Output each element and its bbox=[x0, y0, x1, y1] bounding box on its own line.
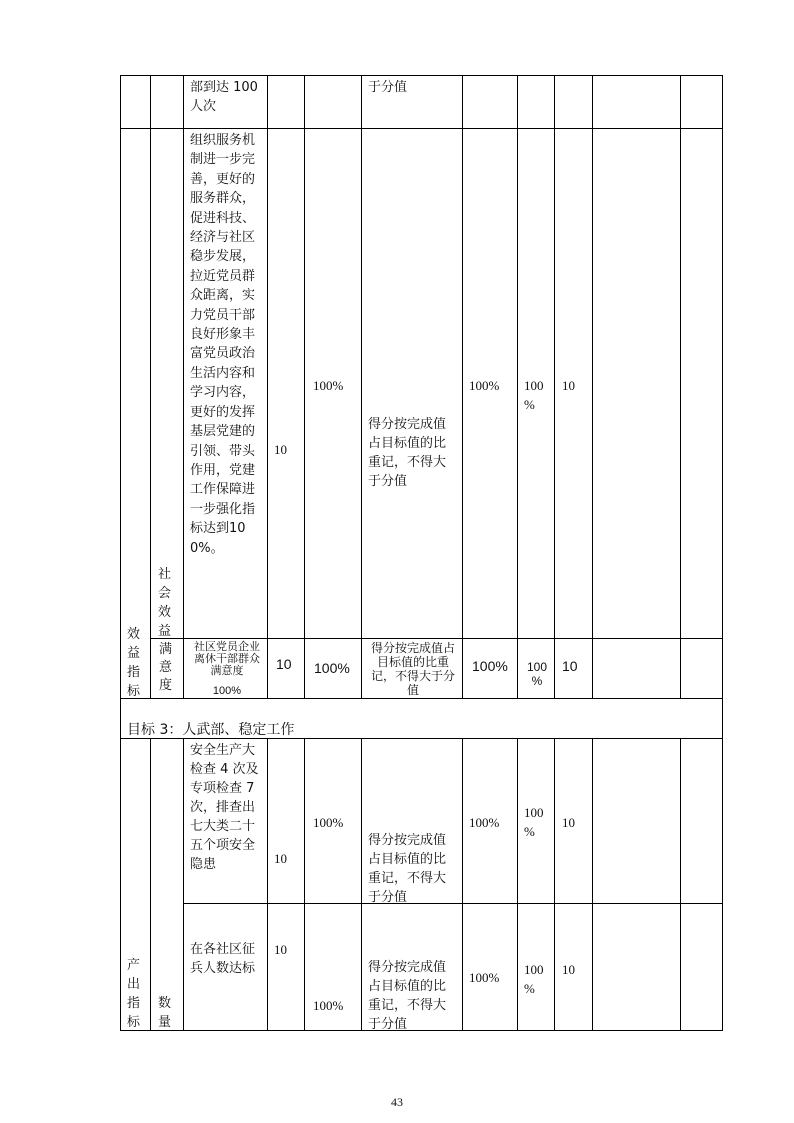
target-value-cell: 100% bbox=[314, 660, 350, 676]
col-divider bbox=[462, 738, 463, 1030]
col-divider bbox=[150, 738, 151, 1030]
col-divider bbox=[183, 75, 184, 698]
weight-cell: 10 bbox=[274, 942, 287, 957]
col-divider bbox=[592, 75, 593, 698]
col-divider bbox=[150, 75, 151, 698]
table-border-top bbox=[120, 75, 723, 76]
col-divider bbox=[183, 738, 184, 1030]
completion-rate-cell: 100 % bbox=[524, 962, 544, 996]
completion-rate-cell: 100 % bbox=[526, 660, 548, 688]
section-title: 目标 3：人武部、稳定工作 bbox=[127, 722, 295, 738]
indicator-percent: 100% bbox=[212, 685, 242, 697]
col-divider bbox=[267, 75, 268, 698]
page-number: 43 bbox=[391, 1095, 403, 1109]
col-divider bbox=[304, 738, 305, 1030]
weight-cell: 10 bbox=[274, 442, 287, 457]
completion-rate-cell: 100 % bbox=[524, 378, 544, 412]
level2-indicator-cell: 满意度 bbox=[159, 642, 173, 693]
level2-indicator-cell: 数量 bbox=[158, 996, 172, 1030]
level2-indicator-cell: 社会效益 bbox=[158, 567, 172, 639]
scoring-rule-cell: 于分值 bbox=[368, 80, 408, 95]
scoring-rule-cell: 得分按完成值占目标值的比重记，不得大于分值 bbox=[368, 833, 447, 905]
completion-rate-cell: 100 % bbox=[524, 805, 544, 839]
score-cell: 10 bbox=[562, 815, 575, 830]
level1-indicator-cell: 产出指标 bbox=[127, 958, 141, 1030]
scoring-rule-cell: 得分按完成值占目标值的比重记，不得大于分值 bbox=[368, 417, 447, 489]
col-divider bbox=[592, 738, 593, 1030]
col-divider bbox=[361, 738, 362, 1030]
col-divider bbox=[304, 75, 305, 698]
col-divider bbox=[554, 75, 555, 698]
col-divider bbox=[267, 738, 268, 1030]
score-cell: 10 bbox=[562, 658, 578, 674]
target-value-cell: 100% bbox=[313, 378, 344, 393]
row-divider bbox=[120, 698, 723, 699]
indicator-cell: 在各社区征兵人数达标 bbox=[190, 942, 256, 976]
col-divider bbox=[361, 75, 362, 698]
col-divider bbox=[554, 738, 555, 1030]
row-divider bbox=[120, 128, 723, 129]
col-divider bbox=[517, 738, 518, 1030]
col-divider bbox=[680, 738, 681, 1030]
actual-value-cell: 100% bbox=[469, 378, 500, 393]
actual-value-cell: 100% bbox=[469, 815, 500, 830]
indicator-cell: 部到达 100 人次 bbox=[190, 80, 258, 114]
level1-indicator-cell: 效益指标 bbox=[127, 627, 141, 699]
score-cell: 10 bbox=[562, 378, 575, 393]
weight-cell: 10 bbox=[276, 656, 292, 672]
indicator-cell: 社区党员企业离休干部群众满意度 bbox=[194, 640, 260, 677]
table-border-right bbox=[722, 75, 723, 1030]
indicator-cell: 安全生产大检查 4 次及专项检查 7 次，排查出七大类二十五个项安全隐患 bbox=[190, 743, 259, 872]
table-border-left bbox=[120, 75, 121, 1030]
actual-value-cell: 100% bbox=[472, 658, 508, 674]
row-divider bbox=[150, 638, 723, 639]
actual-value-cell: 100% bbox=[469, 970, 500, 985]
scoring-rule-cell: 得分按完成值占目标值的比重记，不得大于分值 bbox=[368, 960, 447, 1032]
target-value-cell: 100% bbox=[313, 815, 344, 830]
indicator-cell: 组织服务机制进一步完善，更好的服务群众，促进科技、经济与社区稳步发展，拉近党员群众距离，实力党员干部良好形象丰富党员政治生活内容和学习内容，更好的发挥基层党建的引领、带头作用，党建工作保障进一步强化指标达到100%。 bbox=[190, 133, 256, 556]
target-value-cell: 100% bbox=[313, 998, 344, 1013]
col-divider bbox=[517, 75, 518, 698]
col-divider bbox=[462, 75, 463, 698]
score-cell: 10 bbox=[562, 962, 575, 977]
col-divider bbox=[680, 75, 681, 698]
weight-cell: 10 bbox=[274, 851, 287, 866]
scoring-rule-cell: 得分按完成值占目标值的比重记，不得大于分值 bbox=[370, 641, 455, 697]
